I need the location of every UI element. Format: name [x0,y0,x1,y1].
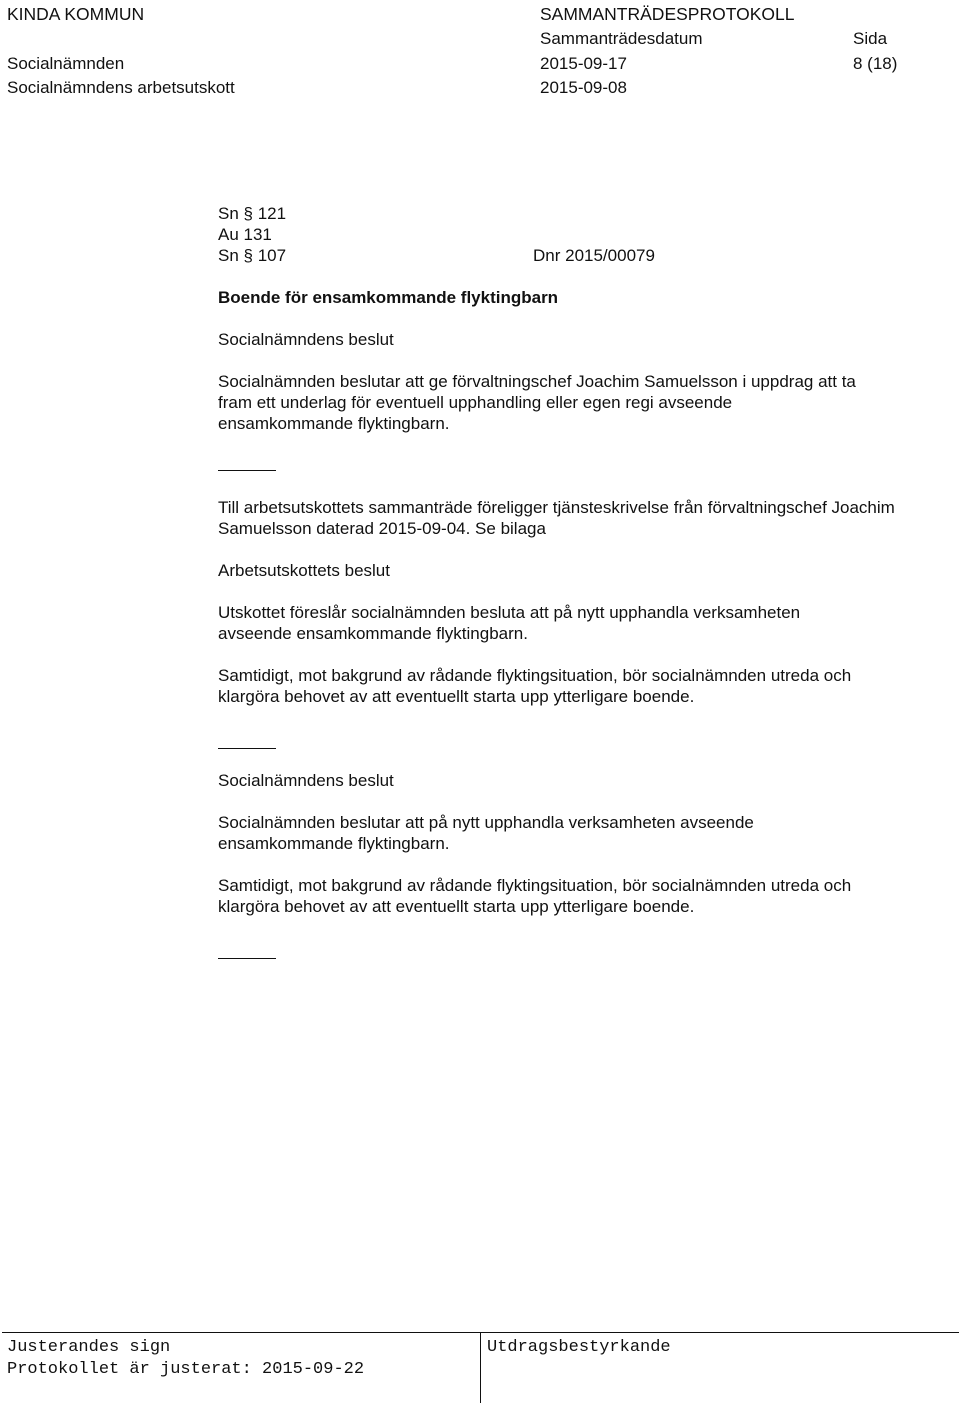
au-beslut-text-1: Utskottet föreslår socialnämnden besluta att på nytt upphandla verksamheten avseende ensamkommande flyktingbarn. [218,603,801,643]
diary-number: Dnr 2015/00079 [533,246,655,265]
au-beslut-text-2: Samtidigt, mot bakgrund av rådande flyktingsituation, bör socialnämnden utreda och klargöra behovet av att eventuellt starta upp ytterligare boende. [218,666,852,706]
body-name-2: Socialnämndens arbetsutskott [7,78,235,97]
paragraph-ref-sn107: Sn § 107 [218,246,287,265]
section-label-sn-beslut-1: Socialnämndens beslut [218,330,394,349]
section-label-sn-beslut-2: Socialnämndens beslut [218,771,394,790]
separator-line [218,748,276,749]
sn-beslut-text-2: Socialnämnden beslutar att på nytt upphandla verksamheten avseende ensamkommande flyktingbarn. [218,813,754,853]
date-label: Sammanträdesdatum [540,29,703,48]
body-name-1: Socialnämnden [7,54,125,73]
separator-line [218,958,276,959]
case-title: Boende för ensamkommande flyktingbarn [218,288,559,307]
meeting-date-2: 2015-09-08 [540,78,627,97]
sn-beslut-text-1: Socialnämnden beslutar att ge förvaltningschef Joachim Samuelsson i uppdrag att ta fram ett underlag för eventuell upphandling eller egen regi avseende ensamkommande flyktingbarn. [218,372,856,433]
protocol-title: SAMMANTRÄDESPROTOKOLL [540,4,795,24]
utdragsbestyrkande-label: Utdragsbestyrkande [487,1338,671,1357]
meeting-date-1: 2015-09-17 [540,54,627,73]
org-name: KINDA KOMMUN [7,4,145,24]
background-text: Till arbetsutskottets sammanträde föreligger tjänsteskrivelse från förvaltningschef Joachim Samuelsson daterad 2015-09-04. Se bilaga [218,498,895,538]
section-label-au-beslut: Arbetsutskottets beslut [218,561,390,580]
sn-beslut-text-3: Samtidigt, mot bakgrund av rådande flyktingsituation, bör socialnämnden utreda och klargöra behovet av att eventuellt starta upp ytterligare boende. [218,876,852,916]
paragraph-ref-sn121: Sn § 121 [218,204,287,223]
page-label: Sida [853,29,888,48]
paragraph-ref-au131: Au 131 [218,225,272,244]
separator-line [218,470,276,471]
footer-box [2,1332,959,1403]
footer-divider [480,1333,481,1403]
justerandes-sign-label: Justerandes sign [7,1338,171,1357]
page-number: 8 (18) [853,54,898,73]
justerat-date: Protokollet är justerat: 2015-09-22 [7,1360,365,1379]
